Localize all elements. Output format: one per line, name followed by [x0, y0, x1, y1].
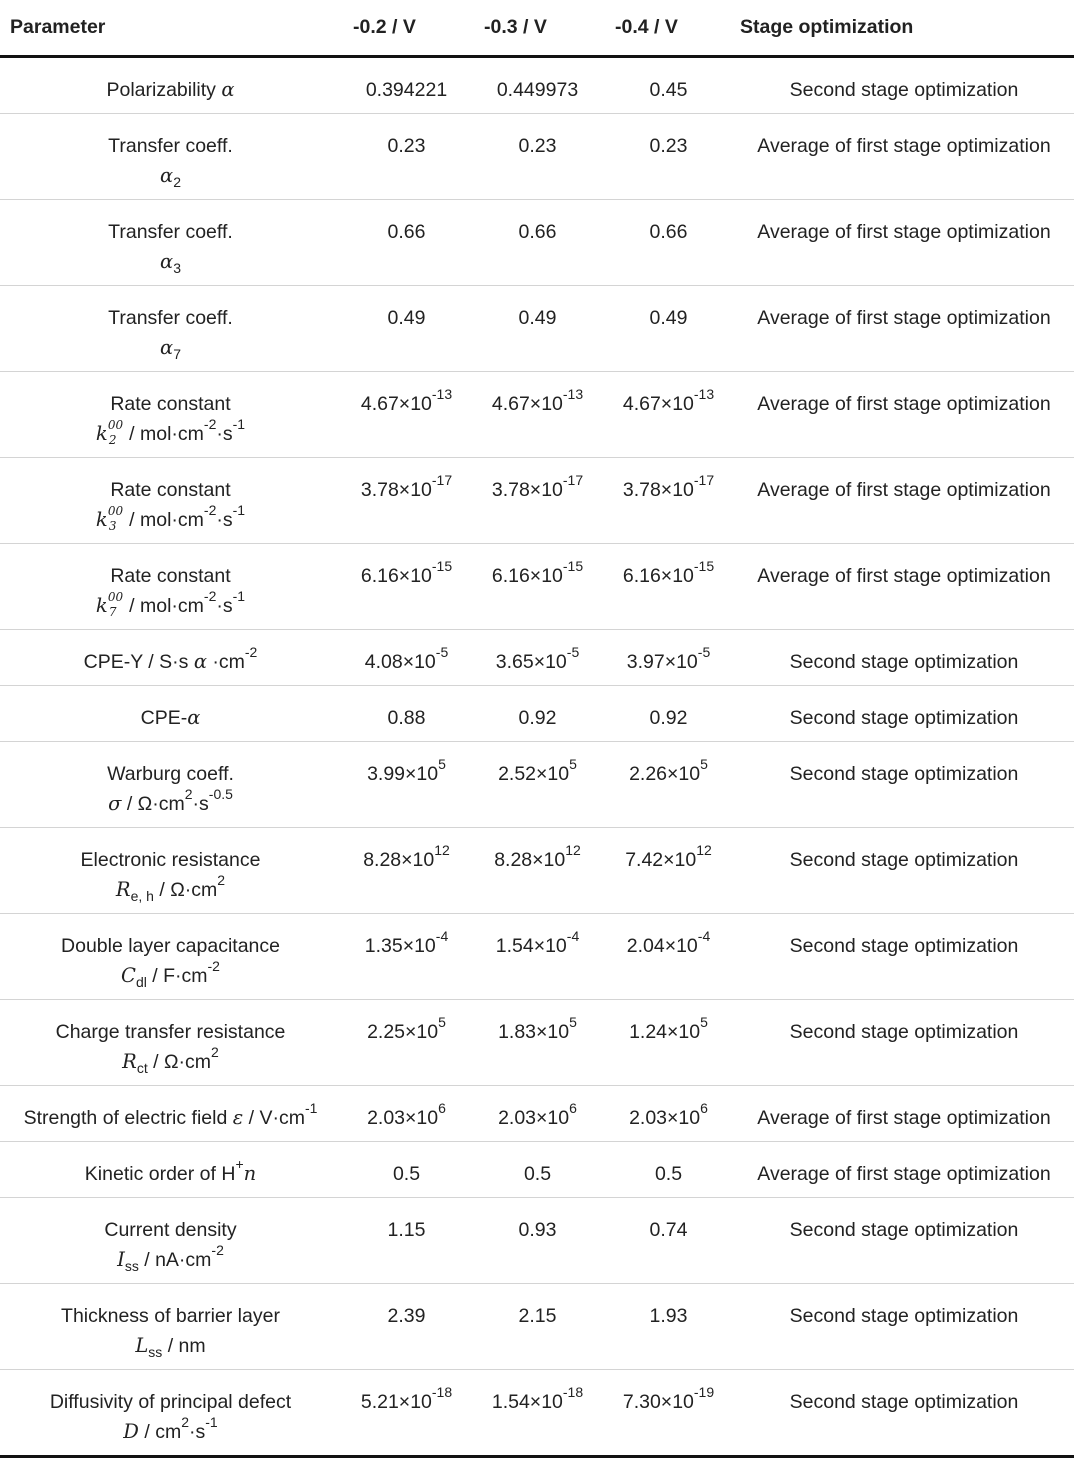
value-cell-0: 0.88 — [341, 686, 472, 742]
table-row — [0, 1284, 1074, 1370]
value-cell-1: 0.5 — [472, 1142, 603, 1198]
value-cell-1: 0.66 — [472, 200, 603, 286]
symbol: R — [115, 878, 131, 901]
symbol: α — [160, 336, 174, 359]
table-row — [0, 630, 1074, 686]
value-cell-0: $2.03\times 10^6$ — [341, 1086, 472, 1142]
value-cell-1: 0.49 — [472, 286, 603, 372]
parameter-cell: Thickness of barrier layer $L_{ss}$ / nm — [0, 1284, 341, 1370]
table-row — [0, 544, 1074, 630]
symbol: C — [121, 964, 136, 987]
table-row — [0, 286, 1074, 372]
symbol: α — [160, 164, 174, 187]
stage-cell: Average of first stage optimization — [734, 372, 1074, 458]
value-cell-1: $1.54\times 10^{-4}$ — [472, 914, 603, 1000]
stage-cell: Average of first stage optimization — [734, 286, 1074, 372]
parameter-cell: Current density $I_{ss} / nA\cdot cm^{-2}$ — [0, 1198, 341, 1284]
value-cell-0: $4.67\times 10^{-13}$ — [341, 372, 472, 458]
value-cell-0: $3.78\times 10^{-17}$ — [341, 458, 472, 544]
header-v03: -0.3 / V — [472, 0, 603, 57]
value-cell-2: 0.49 — [603, 286, 734, 372]
value-cell-1: 0.23 — [472, 114, 603, 200]
value-cell-1: 0.449973 — [472, 57, 603, 114]
header-v04: -0.4 / V — [603, 0, 734, 57]
table-row — [0, 372, 1074, 458]
value-cell-1: $1.83\times 10^5$ — [472, 1000, 603, 1086]
value-cell-0: $4.08\times 10^{-5}$ — [341, 630, 472, 686]
parameter-cell: Double layer capacitance $C_{dl} / F\cdot cm^{-2}$ — [0, 914, 341, 1000]
parameter-cell: Transfer coeff. $\alpha_2$ — [0, 114, 341, 200]
value-cell-0: 0.66 — [341, 200, 472, 286]
parameter-cell: Rate constant k 00 2 / $mol\cdot cm^{-2}\cdot s^{-1}$ — [0, 372, 341, 458]
parameter-cell: Transfer coeff. $\alpha_3$ — [0, 200, 341, 286]
value-cell-2: 1.93 — [603, 1284, 734, 1370]
stage-cell: Average of first stage optimization — [734, 544, 1074, 630]
parameter-cell: Charge transfer resistance $R_{ct} / \Omega\cdot cm^2$ — [0, 1000, 341, 1086]
value-cell-0: $1.35\times 10^{-4}$ — [341, 914, 472, 1000]
symbol: α — [221, 78, 235, 101]
header-stage: Stage optimization — [734, 0, 1074, 57]
symbol: ε — [232, 1106, 244, 1129]
value-cell-0: 1.15 — [341, 1198, 472, 1284]
symbol: L — [135, 1334, 149, 1357]
value-cell-2: $4.67\times 10^{-13}$ — [603, 372, 734, 458]
table-row — [0, 200, 1074, 286]
stage-cell: Average of first stage optimization — [734, 200, 1074, 286]
value-cell-2: $2.26\times 10^5$ — [603, 742, 734, 828]
value-cell-2: $1.24\times 10^5$ — [603, 1000, 734, 1086]
stage-cell: Average of first stage optimization — [734, 1142, 1074, 1198]
symbol: α — [187, 706, 201, 729]
stage-cell: Second stage optimization — [734, 630, 1074, 686]
parameter-cell: Polarizability α — [0, 57, 341, 114]
table-row — [0, 686, 1074, 742]
table-row — [0, 458, 1074, 544]
value-cell-2: 0.74 — [603, 1198, 734, 1284]
symbol: α — [193, 650, 207, 673]
table-row — [0, 114, 1074, 200]
stage-cell: Second stage optimization — [734, 57, 1074, 114]
symbol: n — [243, 1162, 257, 1185]
stage-cell: Second stage optimization — [734, 1370, 1074, 1457]
symbol: R — [122, 1050, 137, 1073]
value-cell-2: 0.66 — [603, 200, 734, 286]
parameter-cell: CPE-Y / S·s $\alpha \cdot cm^{-2}$ — [0, 630, 341, 686]
value-cell-2: $7.42\times 10^{12}$ — [603, 828, 734, 914]
value-cell-1: $8.28\times 10^{12}$ — [472, 828, 603, 914]
value-cell-0: 0.23 — [341, 114, 472, 200]
parameter-cell: Electronic resistance $R_{e, h} / \Omega\cdot cm^2$ — [0, 828, 341, 914]
parameter-cell: Transfer coeff. $\alpha_7$ — [0, 286, 341, 372]
value-cell-0: $8.28\times 10^{12}$ — [341, 828, 472, 914]
value-cell-0: $2.25\times 10^5$ — [341, 1000, 472, 1086]
value-cell-0: 0.5 — [341, 1142, 472, 1198]
value-cell-0: $3.99\times 10^5$ — [341, 742, 472, 828]
table-row — [0, 57, 1074, 114]
value-cell-0: $6.16\times 10^{-15}$ — [341, 544, 472, 630]
value-cell-2: 0.23 — [603, 114, 734, 200]
header-parameter: Parameter — [0, 0, 341, 57]
value-cell-2: 0.45 — [603, 57, 734, 114]
value-cell-2: $3.97\times 10^{-5}$ — [603, 630, 734, 686]
value-cell-0: $5.21\times 10^{-18}$ — [341, 1370, 472, 1457]
parameter-cell: Rate constant k 00 3 / $mol\cdot cm^{-2}\cdot s^{-1}$ — [0, 458, 341, 544]
value-cell-2: 0.92 — [603, 686, 734, 742]
k-symbol: k 00 3 — [95, 504, 124, 533]
table-header — [0, 0, 1074, 57]
value-cell-0: 2.39 — [341, 1284, 472, 1370]
value-cell-1: $6.16\times 10^{-15}$ — [472, 544, 603, 630]
table-row — [0, 1370, 1074, 1457]
value-cell-1: $2.52\times 10^5$ — [472, 742, 603, 828]
parameter-cell: CPE-α — [0, 686, 341, 742]
k-symbol: k 00 7 — [95, 590, 124, 619]
value-cell-1: $2.03\times 10^6$ — [472, 1086, 603, 1142]
table-row — [0, 1142, 1074, 1198]
parameter-cell: Warburg coeff. $\sigma / \Omega\cdot cm^2\cdot s^{-0.5}$ — [0, 742, 341, 828]
value-cell-1: $4.67\times 10^{-13}$ — [472, 372, 603, 458]
k-symbol: k 00 2 — [95, 418, 124, 447]
stage-cell: Second stage optimization — [734, 742, 1074, 828]
value-cell-1: 2.15 — [472, 1284, 603, 1370]
parameter-cell: Rate constant k 00 7 / $mol\cdot cm^{-2}\cdot s^{-1}$ — [0, 544, 341, 630]
table-row — [0, 828, 1074, 914]
value-cell-1: $3.78\times 10^{-17}$ — [472, 458, 603, 544]
symbol: I — [117, 1248, 125, 1271]
table-row — [0, 742, 1074, 828]
value-cell-1: $3.65\times 10^{-5}$ — [472, 630, 603, 686]
parameter-cell: Diffusivity of principal defect $D / cm^2\cdot s^{-1}$ — [0, 1370, 341, 1457]
stage-cell: Average of first stage optimization — [734, 1086, 1074, 1142]
value-cell-1: 0.93 — [472, 1198, 603, 1284]
stage-cell: Average of first stage optimization — [734, 114, 1074, 200]
symbol: α — [160, 250, 174, 273]
value-cell-2: $6.16\times 10^{-15}$ — [603, 544, 734, 630]
value-cell-2: $7.30\times 10^{-19}$ — [603, 1370, 734, 1457]
table-body — [0, 57, 1074, 1457]
value-cell-2: $3.78\times 10^{-17}$ — [603, 458, 734, 544]
table-row — [0, 1198, 1074, 1284]
symbol: σ — [108, 792, 122, 815]
value-cell-1: $1.54\times 10^{-18}$ — [472, 1370, 603, 1457]
parameter-cell: Strength of electric field $\varepsilon / V\cdot cm^{-1}$ — [0, 1086, 341, 1142]
parameter-cell: Kinetic order of H+n — [0, 1142, 341, 1198]
stage-cell: Second stage optimization — [734, 686, 1074, 742]
value-cell-0: 0.394221 — [341, 57, 472, 114]
table-row — [0, 1000, 1074, 1086]
value-cell-2: $2.04\times 10^{-4}$ — [603, 914, 734, 1000]
table-row — [0, 1086, 1074, 1142]
value-cell-2: 0.5 — [603, 1142, 734, 1198]
stage-cell: Average of first stage optimization — [734, 458, 1074, 544]
stage-cell: Second stage optimization — [734, 1198, 1074, 1284]
stage-cell: Second stage optimization — [734, 914, 1074, 1000]
stage-cell: Second stage optimization — [734, 1000, 1074, 1086]
value-cell-2: $2.03\times 10^6$ — [603, 1086, 734, 1142]
symbol: D — [123, 1420, 139, 1443]
value-cell-1: 0.92 — [472, 686, 603, 742]
header-v02: -0.2 / V — [341, 0, 472, 57]
value-cell-0: 0.49 — [341, 286, 472, 372]
stage-cell: Second stage optimization — [734, 828, 1074, 914]
stage-cell: Second stage optimization — [734, 1284, 1074, 1370]
table-row — [0, 914, 1074, 1000]
